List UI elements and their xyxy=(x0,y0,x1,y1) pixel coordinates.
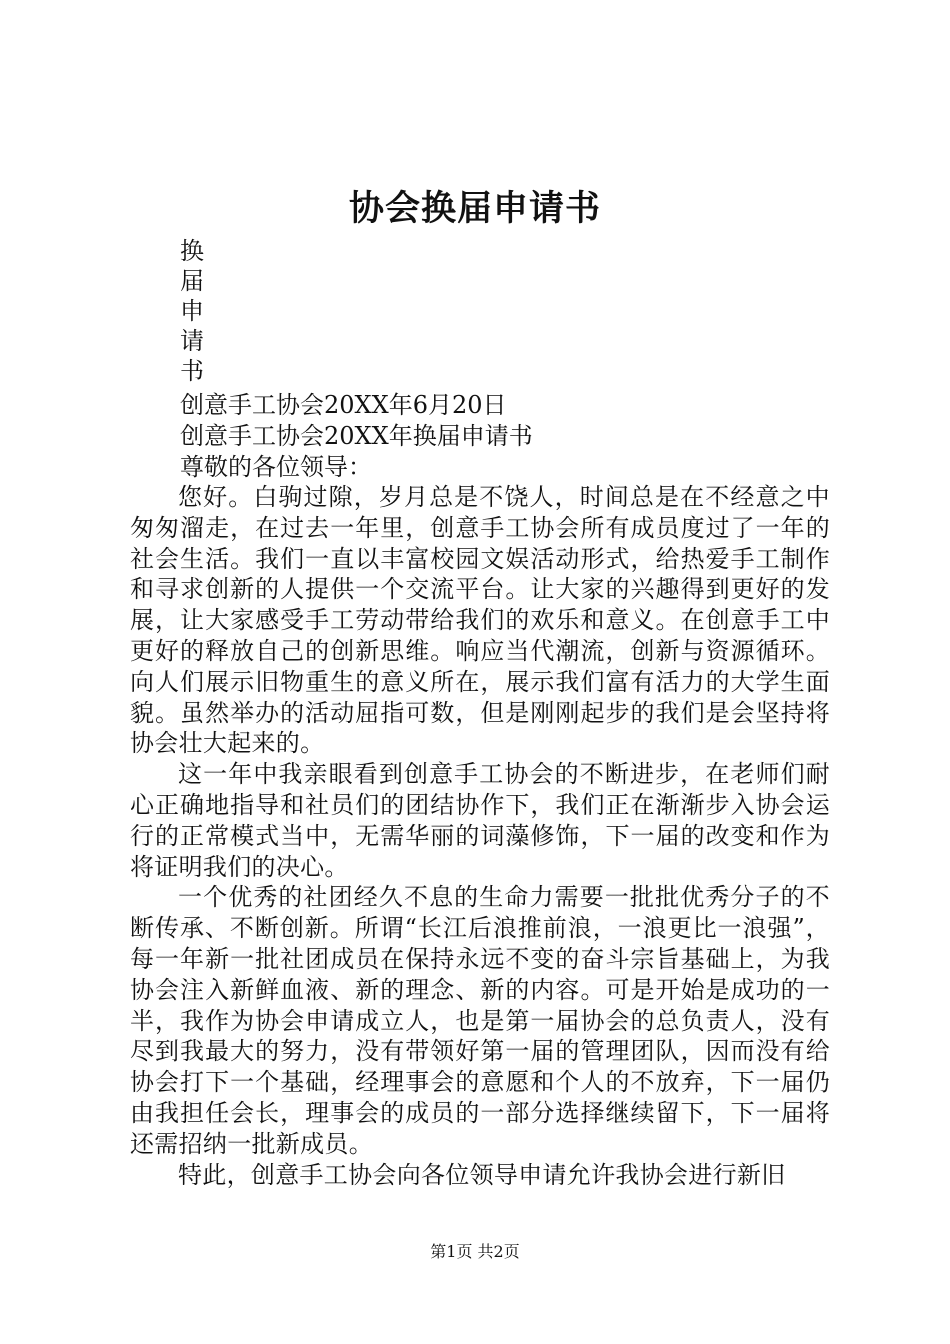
page-footer: 第1页 共2页 xyxy=(430,1242,520,1261)
paragraph: 您好。白驹过隙，岁月总是不饶人，时间总是在不经意之中匆匆溜走，在过去一年里，创意手工协会所有成员度过了一年的社会生活。我们一直以丰富校园文娱活动形式，给热爱手工制作和寻求创新的人提供一个交流平台。让大家的兴趣得到更好的发展，让大家感受手工劳动带给我们的欢乐和意义。在创意手工中更好的释放自己的创新思维。响应当代潮流，创新与资源循环。向人们展示旧物重生的意义所在，展示我们富有活力的大学生面貌。虽然举办的活动屈指可数，但是刚刚起步的我们是会坚持将协会壮大起来的。 xyxy=(130,483,830,758)
date-line: 创意手工协会20XX年6月20日 xyxy=(180,391,507,419)
vertical-title xyxy=(180,236,220,386)
document-title: 协会换届申请书 xyxy=(348,188,601,229)
paragraph: 一个优秀的社团经久不息的生命力需要一批批优秀分子的不断传承、不断创新。所谓“长江后浪推前浪，一浪更比一浪强”，每一年新一批社团成员在保持永远不变的奋斗宗旨基础上，为我协会注入新鲜血液、新的理念、新的内容。可是开始是成功的一半，我作为协会申请成立人，也是第一届协会的总负责人，没有尽到我最大的努力，没有带领好第一届的管理团队，因而没有给协会打下一个基础，经理事会的意愿和个人的不放弃，下一届仍由我担任会长，理事会的成员的一部分选择继续留下，下一届将还需招纳一批新成员。 xyxy=(130,883,830,1158)
salutation: 尊敬的各位领导： xyxy=(180,453,372,481)
body-text xyxy=(130,482,830,1190)
vertical-title-char: 书 xyxy=(180,357,204,385)
vertical-title-char: 请 xyxy=(180,327,204,355)
vertical-title-char: 换 xyxy=(180,237,204,265)
paragraph: 这一年中我亲眼看到创意手工协会的不断进步，在老师们耐心正确地指导和社员们的团结协作下，我们正在渐渐步入协会运行的正常模式当中，无需华丽的词藻修饰，下一届的改变和作为将证明我们的决心。 xyxy=(130,760,830,881)
vertical-title-char: 申 xyxy=(180,297,204,325)
subtitle-line: 创意手工协会20XX年换届申请书 xyxy=(180,422,533,450)
paragraph: 特此，创意手工协会向各位领导申请允许我协会进行新旧 xyxy=(178,1160,786,1189)
vertical-title-char: 届 xyxy=(180,267,204,295)
